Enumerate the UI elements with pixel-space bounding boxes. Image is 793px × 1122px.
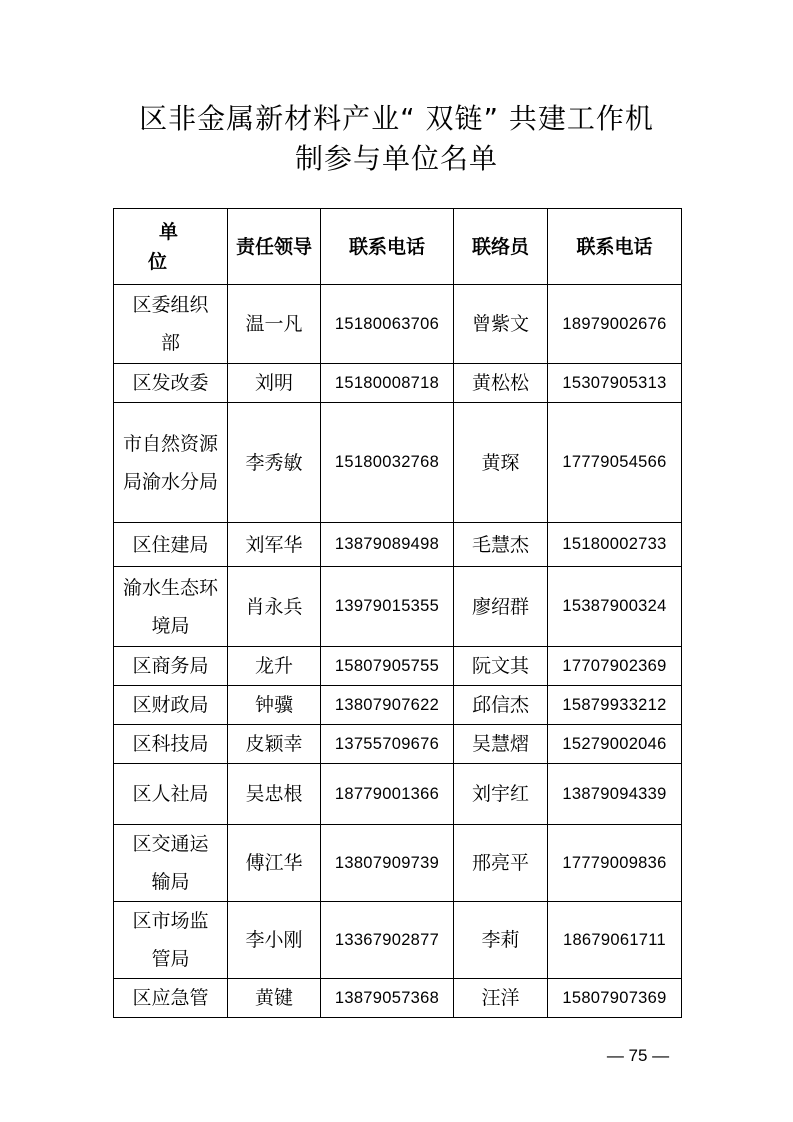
table-row (114, 902, 682, 979)
leader-cell: 刘军华 (228, 523, 321, 567)
liaison-cell: 毛慧杰 (454, 523, 548, 567)
leader-cell: 肖永兵 (228, 567, 321, 647)
document-title-line-2: 制参与单位名单 (294, 142, 498, 175)
unit-cell: 区应急管 (114, 979, 228, 1018)
liaison-cell: 曾紫文 (454, 285, 548, 364)
leader-cell: 刘明 (228, 364, 321, 403)
header-liaison-phone: 联系电话 (548, 209, 682, 285)
leader-phone-cell: 13879089498 (321, 523, 454, 567)
leader-cell: 钟骥 (228, 686, 321, 725)
leader-phone-cell: 15180032768 (321, 403, 454, 523)
liaison-cell: 阮文其 (454, 647, 548, 686)
liaison-cell: 邱信杰 (454, 686, 548, 725)
liaison-phone-cell: 17707902369 (548, 647, 682, 686)
table-row (114, 686, 682, 725)
liaison-phone-cell: 15807907369 (548, 979, 682, 1018)
unit-cell: 区交通运输局 (114, 825, 228, 902)
unit-cell: 渝水生态环境局 (114, 567, 228, 647)
liaison-cell: 邢亮平 (454, 825, 548, 902)
header-unit: 单 位 (114, 209, 228, 285)
unit-cell: 区人社局 (114, 764, 228, 825)
liaison-phone-cell: 18979002676 (548, 285, 682, 364)
unit-cell: 区委组织部 (114, 285, 228, 364)
leader-cell: 皮颖幸 (228, 725, 321, 764)
liaison-cell: 李莉 (454, 902, 548, 979)
page-number: — 75 — (606, 1046, 670, 1065)
liaison-cell: 黄松松 (454, 364, 548, 403)
unit-cell: 区财政局 (114, 686, 228, 725)
liaison-cell: 廖绍群 (454, 567, 548, 647)
contact-table (113, 208, 682, 1018)
leader-cell: 李小刚 (228, 902, 321, 979)
table-row (114, 979, 682, 1018)
table-row (114, 523, 682, 567)
liaison-phone-cell: 15387900324 (548, 567, 682, 647)
table-row (114, 403, 682, 523)
liaison-phone-cell: 18679061711 (548, 902, 682, 979)
leader-phone-cell: 13755709676 (321, 725, 454, 764)
leader-phone-cell: 15180008718 (321, 364, 454, 403)
unit-cell: 区商务局 (114, 647, 228, 686)
leader-cell: 温一凡 (228, 285, 321, 364)
leader-phone-cell: 13979015355 (321, 567, 454, 647)
unit-cell: 区市场监管局 (114, 902, 228, 979)
liaison-phone-cell: 15180002733 (548, 523, 682, 567)
document-title-line-1: 区非金属新材料产业“ 双链” 共建工作机 (139, 102, 654, 135)
liaison-phone-cell: 17779009836 (548, 825, 682, 902)
liaison-cell: 刘宇红 (454, 764, 548, 825)
leader-cell: 黄键 (228, 979, 321, 1018)
liaison-cell: 汪洋 (454, 979, 548, 1018)
leader-phone-cell: 13879057368 (321, 979, 454, 1018)
table-row (114, 764, 682, 825)
leader-cell: 傅江华 (228, 825, 321, 902)
liaison-phone-cell: 13879094339 (548, 764, 682, 825)
header-responsible-leader: 责任领导 (228, 209, 321, 285)
table-header-row (114, 209, 682, 285)
liaison-phone-cell: 17779054566 (548, 403, 682, 523)
table-row (114, 647, 682, 686)
leader-phone-cell: 15180063706 (321, 285, 454, 364)
leader-phone-cell: 13807907622 (321, 686, 454, 725)
leader-cell: 李秀敏 (228, 403, 321, 523)
header-liaison: 联络员 (454, 209, 548, 285)
unit-cell: 区科技局 (114, 725, 228, 764)
liaison-phone-cell: 15307905313 (548, 364, 682, 403)
table-row (114, 725, 682, 764)
table-row (114, 364, 682, 403)
unit-cell: 市自然资源局渝水分局 (114, 403, 228, 523)
liaison-cell: 吴慧熠 (454, 725, 548, 764)
leader-cell: 吴忠根 (228, 764, 321, 825)
header-leader-phone: 联系电话 (321, 209, 454, 285)
table-row (114, 567, 682, 647)
leader-phone-cell: 13807909739 (321, 825, 454, 902)
unit-cell: 区住建局 (114, 523, 228, 567)
table-row (114, 285, 682, 364)
liaison-phone-cell: 15279002046 (548, 725, 682, 764)
unit-cell: 区发改委 (114, 364, 228, 403)
leader-phone-cell: 15807905755 (321, 647, 454, 686)
table-row (114, 825, 682, 902)
liaison-cell: 黄琛 (454, 403, 548, 523)
leader-phone-cell: 13367902877 (321, 902, 454, 979)
leader-cell: 龙升 (228, 647, 321, 686)
liaison-phone-cell: 15879933212 (548, 686, 682, 725)
leader-phone-cell: 18779001366 (321, 764, 454, 825)
